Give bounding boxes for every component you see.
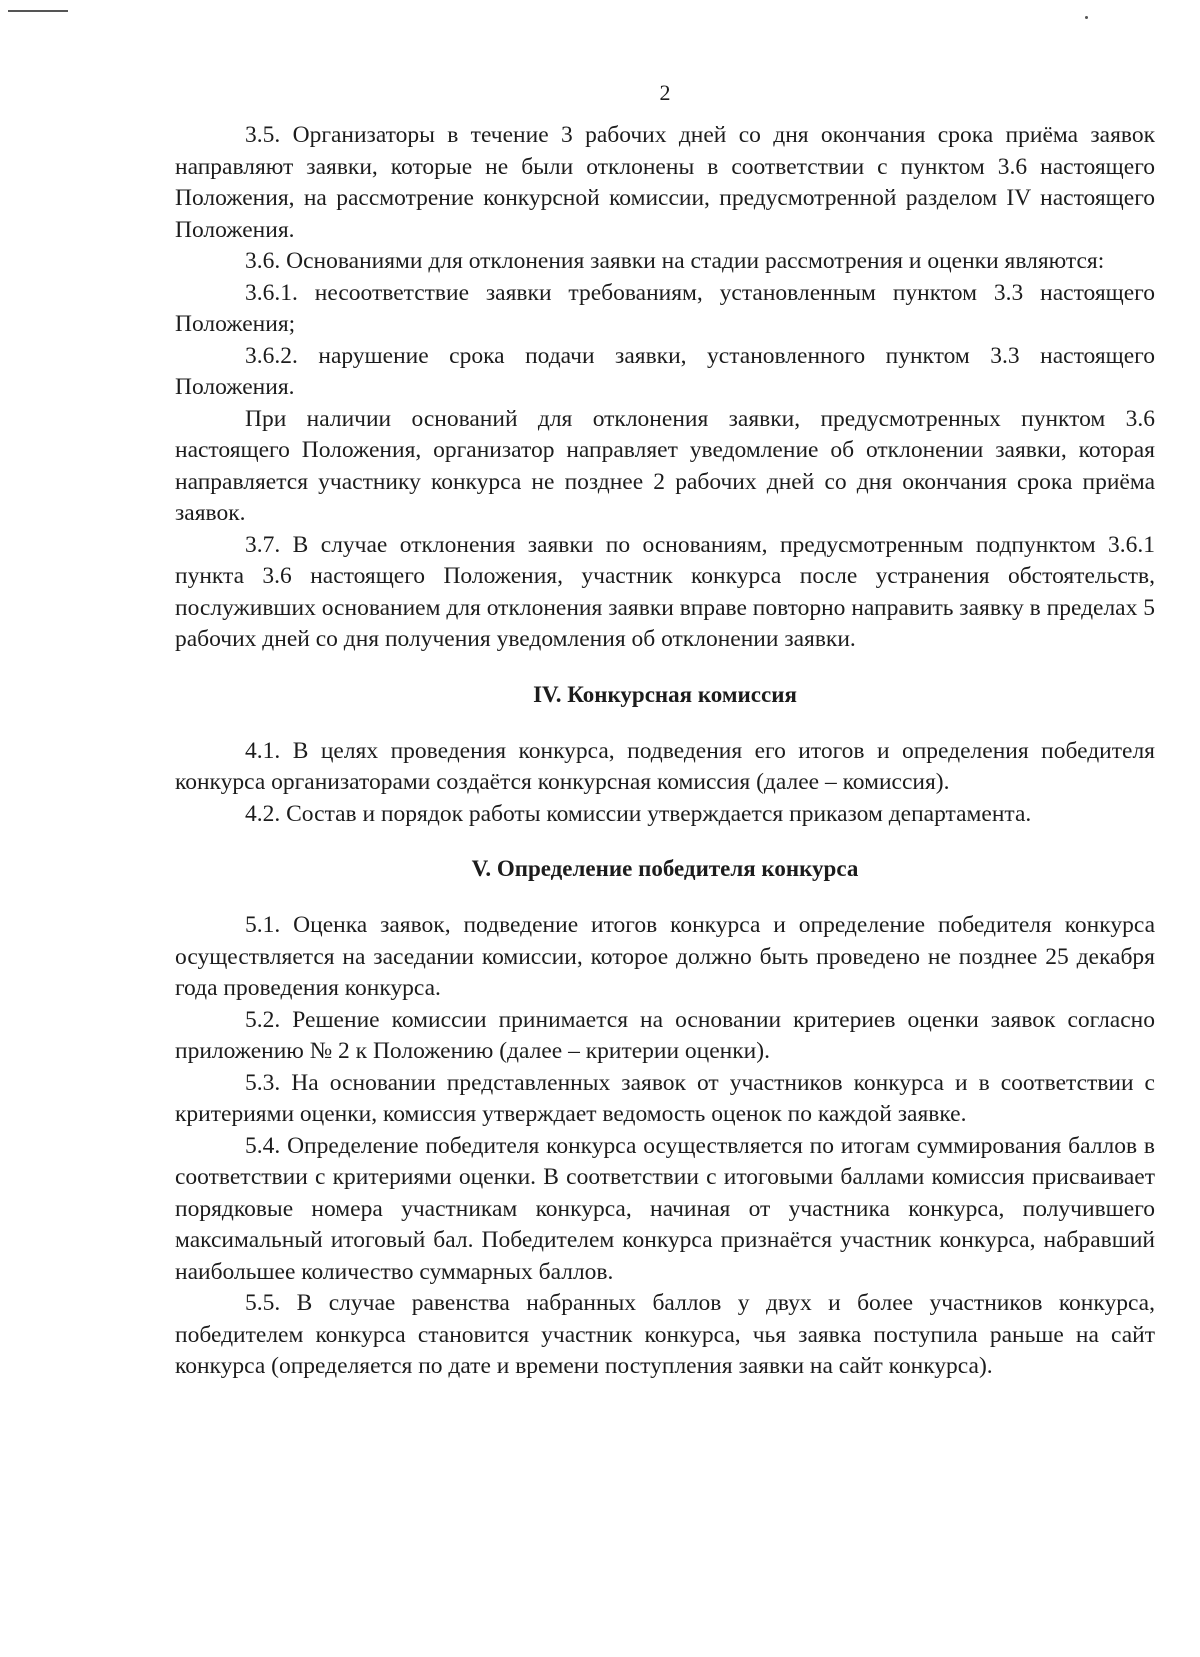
- paragraph-3-6-1: 3.6.1. несоответствие заявки требованиям, установленным пунктом 3.3 настоящего Положения;: [175, 279, 1155, 337]
- paragraph-5-3: 5.3. На основании представленных заявок от участников конкурса и в соответствии с критериями оценки, комиссия утверждает ведомость оценок по каждой заявке.: [175, 1069, 1155, 1127]
- document-page: [175, 80, 1155, 1383]
- paragraph-3-7: 3.7. В случае отклонения заявки по основаниям, предусмотренным подпунктом 3.6.1 пункта 3.6 настоящего Положения, участник конкурса после устранения обстоятельств, послуживших основанием для отклонения заявки вправе повторно направить заявку в пределах 5 рабочих дней со дня получения уведомления об отклонении заявки.: [175, 531, 1155, 652]
- page-number: 2: [659, 80, 671, 105]
- scan-artifact-mark: [8, 10, 68, 12]
- paragraph-5-2: 5.2. Решение комиссии принимается на основании критериев оценки заявок согласно приложению № 2 к Положению (далее – критерии оценки).: [175, 1006, 1155, 1064]
- paragraph-rejection-notice: При наличии оснований для отклонения заявки, предусмотренных пунктом 3.6 настоящего Положения, организатор направляет уведомление об отклонении заявки, которая направляется участнику конкурса не позднее 2 рабочих дней со дня окончания срока приёма заявок.: [175, 405, 1155, 526]
- paragraph-4-2: 4.2. Состав и порядок работы комиссии утверждается приказом департамента.: [245, 800, 1032, 827]
- paragraph-3-6: 3.6. Основаниями для отклонения заявки на стадии рассмотрения и оценки являются:: [245, 248, 1105, 274]
- paragraph-3-6-2: 3.6.2. нарушение срока подачи заявки, установленного пунктом 3.3 настоящего Положения.: [175, 342, 1155, 400]
- scan-artifact-dot: [1085, 16, 1088, 19]
- section-title-winner: V. Определение победителя конкурса: [471, 856, 859, 881]
- paragraph-5-4: 5.4. Определение победителя конкурса осуществляется по итогам суммирования баллов в соответствии с критериями оценки. В соответствии с итоговыми баллами комиссия присваивает порядковые номера участникам конкурса, начиная от участника конкурса, получившего максимальный итоговый бал. Победителем конкурса признаётся участник конкурса, набравший наибольшее количество суммарных баллов.: [175, 1132, 1155, 1285]
- paragraph-5-5: 5.5. В случае равенства набранных баллов у двух и более участников конкурса, победителем конкурса становится участник конкурса, чья заявка поступила раньше на сайт конкурса (определяется по дате и времени поступления заявки на сайт конкурса).: [175, 1290, 1155, 1379]
- paragraph-5-1: 5.1. Оценка заявок, подведение итогов конкурса и определение победителя конкурса осуществляется на заседании комиссии, которое должно быть проведено не позднее 25 декабря года проведения конкурса.: [175, 912, 1155, 1001]
- paragraph-4-1: 4.1. В целях проведения конкурса, подведения его итогов и определения победителя конкурса организаторами создаётся конкурсная комиссия (далее – комиссия).: [175, 737, 1155, 795]
- paragraph-3-5: 3.5. Организаторы в течение 3 рабочих дней со дня окончания срока приёма заявок направляют заявки, которые не были отклонены в соответствии с пунктом 3.6 настоящего Положения, на рассмотрение конкурсной комиссии, предусмотренной разделом IV настоящего Положения.: [175, 122, 1155, 243]
- section-title-commission: IV. Конкурсная комиссия: [533, 681, 797, 707]
